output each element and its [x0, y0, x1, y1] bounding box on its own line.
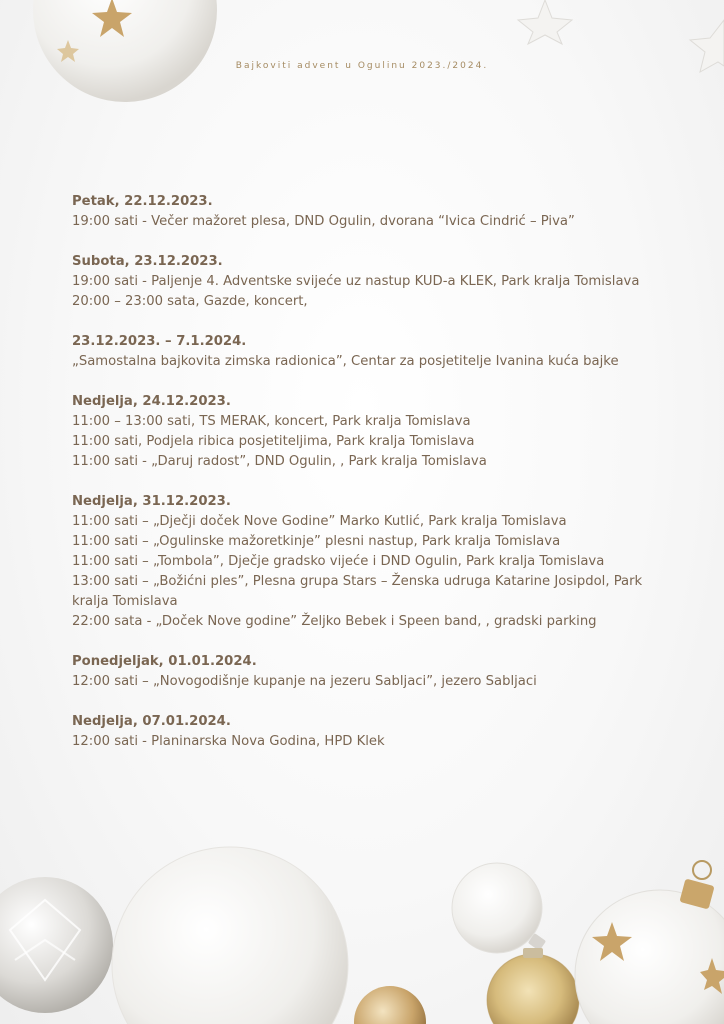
ornament-ball-icon: [0, 877, 113, 1013]
event-date-heading: Nedjelja, 31.12.2023.: [72, 494, 231, 509]
ornament-ball-icon: [112, 847, 348, 1024]
page-title: Bajkoviti advent u Ogulinu 2023./2024.: [235, 61, 489, 71]
event-date-heading: 23.12.2023. – 7.1.2024.: [72, 334, 247, 349]
event-line: 19:00 sati - Paljenje 4. Adventske svijeće uz nastup KUD-a KLEK, Park kralja Tomislava: [72, 274, 640, 289]
event-line: 19:00 sati - Večer mažoret plesa, DND Ogulin, dvorana “Ivica Cindrić – Piva”: [72, 214, 575, 229]
event-line: 20:00 – 23:00 sata, Gazde, koncert,: [72, 294, 308, 309]
event-date-heading: Ponedjeljak, 01.01.2024.: [72, 654, 257, 669]
ornament-ball-icon: [354, 986, 426, 1024]
event-line: 12:00 sati – „Novogodišnje kupanje na jezeru Sabljaci”, jezero Sabljaci: [72, 674, 537, 689]
event-block: [72, 192, 662, 232]
event-line: 22:00 sata - „Doček Nove godine” Željko Bebek i Speen band, , gradski parking: [72, 614, 597, 629]
event-schedule: [72, 192, 662, 772]
event-date-heading: Subota, 23.12.2023.: [72, 254, 223, 269]
event-block: [72, 332, 662, 372]
bottom-decorations: [0, 840, 724, 1024]
event-date-heading: Petak, 22.12.2023.: [72, 194, 213, 209]
event-line: 11:00 sati – „Dječji doček Nove Godine” Marko Kutlić, Park kralja Tomislava: [72, 514, 567, 529]
event-line: 12:00 sati - Planinarska Nova Godina, HPD Klek: [72, 734, 385, 749]
event-date-heading: Nedjelja, 07.01.2024.: [72, 714, 231, 729]
event-block: [72, 652, 662, 692]
star-icon: [518, 0, 572, 44]
event-block: [72, 252, 662, 312]
event-date-heading: Nedjelja, 24.12.2023.: [72, 394, 231, 409]
event-line: 11:00 sati – „Tombola”, Dječje gradsko vijeće i DND Ogulin, Park kralja Tomislava: [72, 554, 605, 569]
event-line: 11:00 sati, Podjela ribica posjetiteljima, Park kralja Tomislava: [72, 434, 475, 449]
glitter-ornament-icon: [487, 948, 579, 1024]
event-line: 11:00 sati - „Daruj radost”, DND Ogulin, , Park kralja Tomislava: [72, 454, 487, 469]
event-block: [72, 492, 662, 632]
ornament-ball-icon: [33, 0, 217, 102]
event-line: 11:00 – 13:00 sati, TS MERAK, koncert, Park kralja Tomislava: [72, 414, 471, 429]
ornament-ball-icon: [452, 863, 546, 953]
event-line: 13:00 sati – „Božićni ples”, Plesna grupa Stars – Ženska udruga Katarine Josipdol, Park kralja Tomislava: [72, 574, 643, 609]
event-line: 11:00 sati – „Ogulinske mažoretkinje” plesni nastup, Park kralja Tomislava: [72, 534, 561, 549]
event-block: [72, 392, 662, 472]
event-block: [72, 712, 662, 752]
event-line: „Samostalna bajkovita zimska radionica”, Centar za posjetitelje Ivanina kuća bajke: [72, 354, 619, 369]
ornament-ball-icon: [575, 861, 724, 1024]
